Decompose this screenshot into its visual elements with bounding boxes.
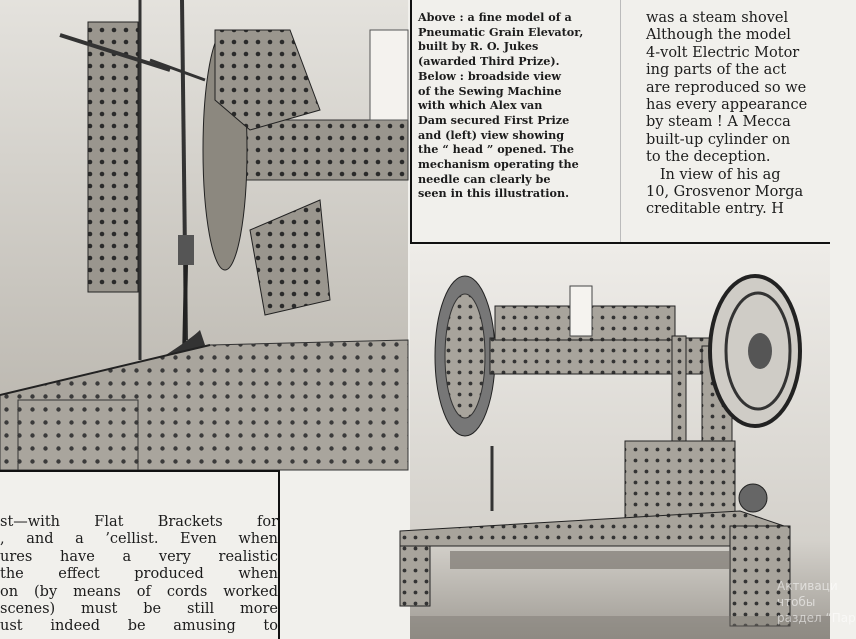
caption-line: Above : a fine model of a [418,10,572,24]
caption-line: Below : broadside view [418,68,561,83]
caption-line: (awarded Third Prize). [418,54,560,69]
article-column-right [646,10,830,219]
caption-line: and (left) view showing [418,127,565,142]
os-activation-watermark [777,578,856,626]
article-column-bottom-left [0,514,278,636]
article-line: 4-volt Electric Motor [646,44,800,61]
caption-line: the “ head ” opened. The [418,142,575,157]
article-line: st—with Flat Brackets for [0,514,278,530]
article-line: ust indeed be amusing to [0,618,278,635]
photo-caption [418,10,614,201]
head-plate [88,22,138,292]
caption-line: with which Alex van [418,98,543,113]
article-line: scenes) must be still more [0,601,278,618]
article-line: In view of his ag [646,166,781,183]
article-line: to the deception. [646,149,771,166]
watermark-line: Активаци [777,579,838,593]
caption-line: Pneumatic Grain Elevator, [418,24,584,39]
article-line: ures have a very realistic [0,548,278,565]
caption-line: needle can clearly be [418,171,551,186]
caption-line: mechanism operating the [418,157,579,172]
caption-line: of the Sewing Machine [418,83,562,98]
text-box-top-rule [0,470,280,472]
photo-sewing-machine-broadside [410,246,856,639]
column-gutter [620,0,621,242]
article-line: Although the model [646,27,791,44]
article-line: the effect produced when [0,566,278,583]
watermark-line: раздел “Пар [777,611,856,625]
caption-box-left-rule [410,0,412,244]
article-line: built-up cylinder on [646,131,791,148]
thread-spool [370,30,408,120]
article-line: was a steam shovel [646,10,789,26]
article-line: has every appearance [646,97,808,114]
caption-line: seen in this illustration. [418,186,569,201]
article-line: 10, Grosvenor Morga [646,184,804,201]
article-line: creditable entry. H [646,201,784,218]
text-box-right-rule [278,470,280,639]
article-line: by steam ! A Mecca [646,114,791,131]
watermark-line: чтобы [777,595,816,609]
article-line: , and a ’cellist. Even when [0,531,278,548]
article-line: ing parts of the act [646,62,787,79]
spool [570,286,592,336]
photo-sewing-machine-head [0,0,408,470]
caption-box-bottom-rule [410,242,830,244]
article-line: are reproduced so we [646,79,807,96]
caption-line: Dam secured First Prize [418,112,570,127]
article-line: on (by means of cords worked [0,583,278,600]
caption-line: built by R. O. Jukes [418,39,539,54]
handwheel [739,484,767,512]
